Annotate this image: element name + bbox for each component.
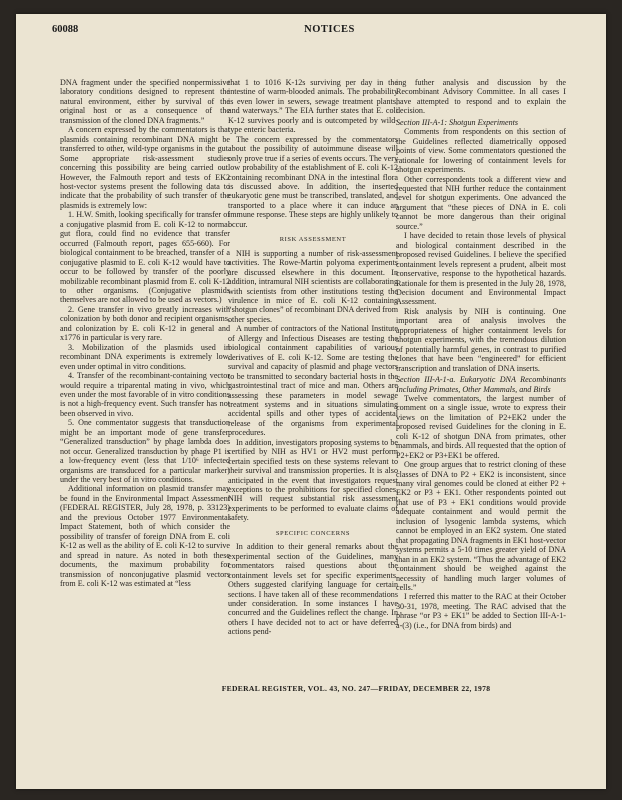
- paragraph: 4. Transfer of the recombinant-containing vector would require a triparental mating in vivo, which even under the most favorable of in vitro conditions is not a high-frequency event. Such transfer has not been observed in vivo.: [60, 371, 230, 418]
- section-heading-specific-concerns: SPECIFIC CONCERNS: [275, 529, 351, 537]
- paragraph: Twelve commentators, the largest number of comment on a single issue, wrote to express their views on the limitation of P2+EK2 under the proposed revised Guidelines for the cloning in E. coli K-12 of shotgun DNA from primates, other mammals, and birds. All requested that the option of P2+EK2 or P3+EK1 be offered.: [396, 393, 566, 460]
- paragraph: 3. Mobilization of the plasmids used in recombinant DNA experiments is extremely low, even under optimal in vitro conditions.: [60, 342, 230, 371]
- paragraph: 1. H.W. Smith, looking specifically for transfer of a conjugative plasmid from E. coli K-12 to normal gut flora, could find no evidence that transfer occurred (Falmouth report, pages 655-660). For biological containment to be breached, transfer of a conjugative plasmid to E. coli K-12 would have to occur to be followed by transfer of the poorly mobilizable recombinant plasmid from E. coli K-12 to other organisms. (Conjugative plasmids themselves are not allowed to be used as vectors.): [60, 210, 230, 305]
- paragraph: NIH is supporting a number of risk-assessment activities. The Rowe-Martin polyoma experiments are discussed elsewhere in this document. In addition, intramural NIH scientists are collaborating with scientists from other institutions testing the virulence in mice of E. coli K-12 containing “shotgun clones” of recombinant DNA derived from other species.: [228, 248, 398, 324]
- paragraph: Additional information on plasmid transfer may be found in the Environmental Impact Assessment (FEDERAL REGISTER, July 28, 1978, p. 33123) and the previous October 1977 Environmental Impact Statement, both of which consider the possibility of transfer of foreign DNA from E. coli K-12 as well as the ability of E. coli K-12 to survive and spread in nature. As noted in both these documents, the maximum probability for transmission of nonconjugative plasmid vectors from E. coli K-12 was estimated at “less: [60, 484, 230, 589]
- page-header: [52, 24, 607, 40]
- paragraph: In addition to their general remarks about the experimental section of the Guidelines, many commentators raised questions about the containment levels set for specific experiments. Others suggested clarifying language for certain sections. I have taken all of these recommendations under consideration. In some instances I have concurred and the Guidelines reflect the change. In others I have decided not to act or have deferred actions pend-: [228, 542, 398, 637]
- paragraph: 2. Gene transfer in vivo greatly increases with colonization by both donor and recipient organisms, and colonization by E. coli K-12 in general and x1776 in particular is very rare.: [60, 304, 230, 343]
- section-heading-risk-assessment: RISK ASSESSMENT: [279, 236, 347, 244]
- text-column-right: [396, 78, 566, 653]
- text-column-left: [60, 78, 230, 653]
- paragraph: A number of contractors of the National Institute of Allergy and Infectious Diseases are testing the biological containment capabilities of various derivatives of E. coli K-12. Some are testing the survival and capacity of plasmid and phage vectors to be transmitted to secondary bacterial hosts in the gastrointestinal tract of mice and man. Others are assessing these parameters in model sewage treatment systems and in situations simulating accidental spills and other types of accidental release of the organisms from experimental procedures.: [228, 324, 398, 438]
- paragraph: A concern expressed by the commentators is that plasmids containing recombinant DNA might be transferred to other, wild-type organisms in the gut. Some appropriate risk-assessment studies concerning this possibility are being carried out. However, the Falmouth report and tests of EK2 host-vector systems present the following data to indicate that the probability of such transfer of the plasmids is extremely low:: [60, 125, 230, 210]
- paragraph: ing futher analysis and discussion by the Recombinant Advisory Committee. In all cases I have attempted to respond and to explain the decision.: [396, 78, 566, 116]
- paragraph: 5. One commentator suggests that transduction might be an important mode of gene transfer. “Generalized transduction” by phage lambda does not occur. Generalized transduction by phage P1 is a low-frequency event (less that 1/10⁶ infected organisms are transduced for a particular marker) under the very best of in vitro conditions.: [60, 418, 230, 485]
- paragraph: One group argues that to restrict cloning of these classes of DNA to P2 + EK2 is inconsistent, since many viral genomes could be cloned at either P2 + EK2 or P3 + EK1. Other respondents pointed out that use of P3 + EK1 conditions would provide adequate containment and would permit the inclusion of lysogenic lambda systems, which cannot be employed in an EK2 system. One stated that propagating DNA fragments in EK1 host-vector systems permits a 5-10 times greater yield of DNA than in an EK2 system. “Thus the advantage of EK2 containment should be weighed against the necessity of handling much larger volumes of cells.”: [396, 460, 566, 593]
- paragraph: DNA fragment under the specified nonpermissive laboratory conditions designed to represent the natural environment, either by survival of the original host or as a consequence of the transmission of the cloned DNA fragments.”: [60, 78, 230, 125]
- section-title: NOTICES: [304, 24, 355, 35]
- paragraph: that 1 to 1016 K-12s surviving per day in the intestine of warm-blooded animals. The probability is even lower in sewers, sewage treatment plants, and waterways.” The EIA further states that E. coli K-12 survives poorly and is outcompeted by wild-type enteric bacteria.: [228, 78, 398, 135]
- paragraph: The concern expressed by the commentators about the possibility of autoimmune disease will only prove true if a series of events occurs. The very low probability of the establishment of E. coli K-12 containing recombinant DNA in the intestinal flora is discussed above. In addition, the inserted eukaryotic gene must be transcribed, translated, and transported to a place where it can induce an immune response. These steps are highly unlikely to occur.: [228, 134, 398, 229]
- paragraph: I have decided to retain those levels of physical and biological containment described in the proposed revised Guidelines. I believe the specified containment levels represent a prudent, albeit most conservative, response to the hypothetical hazards. Rationale for them is presented in the July 28, 1978, Decision document and Environmental Impact Assessment.: [396, 231, 566, 307]
- paragraph: I referred this matter to the RAC at their October 30-31, 1978, meeting. The RAC advised that the phrase “or P3 + EK1” be added to Section III-A-1-a-(3) (i.e., for DNA from birds) and: [396, 592, 566, 630]
- page-footer: FEDERAL REGISTER, VOL. 43, NO. 247—FRIDAY, DECEMBER 22, 1978: [221, 684, 491, 693]
- page-number: 60088: [52, 24, 79, 35]
- subsection-heading-eukaryotic: Section III-A-1-a. Eukaryotic DNA Recombinants Including Primates, Other Mammals, and Birds: [396, 375, 566, 394]
- paragraph: Risk analysis by NIH is continuing. One important area of analysis involves the appropriateness of higher containment levels for shotgun experiments, with the tremendous dilution of potentially harmful genes, in contrast to purified clones that have been “engineered” for efficient transcription and translation of DNA inserts.: [396, 306, 566, 373]
- text-column-middle: [228, 78, 398, 653]
- paragraph: In addition, investigators proposing systems to be certified by NIH as HV1 or HV2 must perform certain specified tests on these systems relevant to their survival and transmission properties. It is also anticipated in the event that investigators request exceptions to the prohibitions for specified clones, NIH will request substantial risk assessment experiments to be performed to evaluate claims of safety.: [228, 437, 398, 523]
- paragraph: Comments from respondents on this section of the Guidelines reflected diametrically opposed points of view. Some commentators questioned the rationale for lowering of containment levels for shotgun experiments.: [396, 127, 566, 175]
- paragraph: Other correspondents took a different view and requested that NIH further reduce the containment level for shotgun experiments. One advanced the argument that “these pieces of DNA in E. coli cannot be more dangerous than their original source.”: [396, 174, 566, 231]
- subsection-heading-shotgun: Section III-A-1: Shotgun Experiments: [396, 117, 519, 127]
